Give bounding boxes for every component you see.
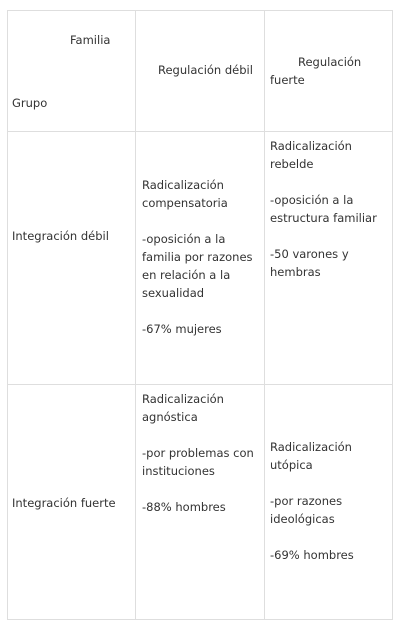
table-border-row2: [7, 384, 393, 385]
cell-type: Radicalización utópica: [270, 440, 352, 472]
row-label: Integración fuerte: [12, 496, 116, 510]
header-col2: [270, 53, 388, 89]
table-border-top: [7, 10, 393, 11]
row-label-integracion-fuerte: [12, 494, 116, 512]
cell-cause: -por problemas con instituciones: [142, 446, 254, 478]
header-col1: [158, 61, 253, 79]
header-col2-label: Regulación fuerte: [270, 55, 362, 87]
cell-compensatoria: [142, 176, 262, 338]
table-border-col2: [264, 10, 265, 620]
table-border-row1: [7, 131, 393, 132]
cell-stat: -50 varones y hembras: [270, 247, 349, 279]
cell-type: Radicalización agnóstica: [142, 392, 224, 424]
header-col1-label: Regulación débil: [158, 63, 253, 77]
cell-stat: -69% hombres: [270, 548, 354, 562]
table-border-bottom: [7, 619, 393, 620]
cell-type: Radicalización compensatoria: [142, 178, 228, 210]
cell-agnostica: [142, 390, 262, 516]
cell-rebelde: [270, 137, 390, 281]
header-corner-grupo: [12, 94, 47, 112]
header-grupo-label: Grupo: [12, 96, 48, 110]
table-border-right: [392, 10, 393, 620]
table-border-left: [7, 10, 8, 620]
cell-cause: -oposición a la estructura familiar: [270, 193, 377, 225]
cell-utopica: [270, 438, 390, 564]
cell-type: Radicalización rebelde: [270, 139, 352, 171]
cell-cause: -por razones ideológicas: [270, 494, 343, 526]
cell-cause: -oposición a la familia por razones en relación a la sexualidad: [142, 232, 253, 300]
table-border-col1: [135, 10, 136, 620]
row-label-integracion-debil: [12, 227, 109, 245]
row-label: Integración débil: [12, 229, 109, 243]
header-corner-familia: [70, 31, 110, 49]
header-familia-label: Familia: [70, 33, 111, 47]
cell-stat: -67% mujeres: [142, 322, 222, 336]
cell-stat: -88% hombres: [142, 500, 226, 514]
